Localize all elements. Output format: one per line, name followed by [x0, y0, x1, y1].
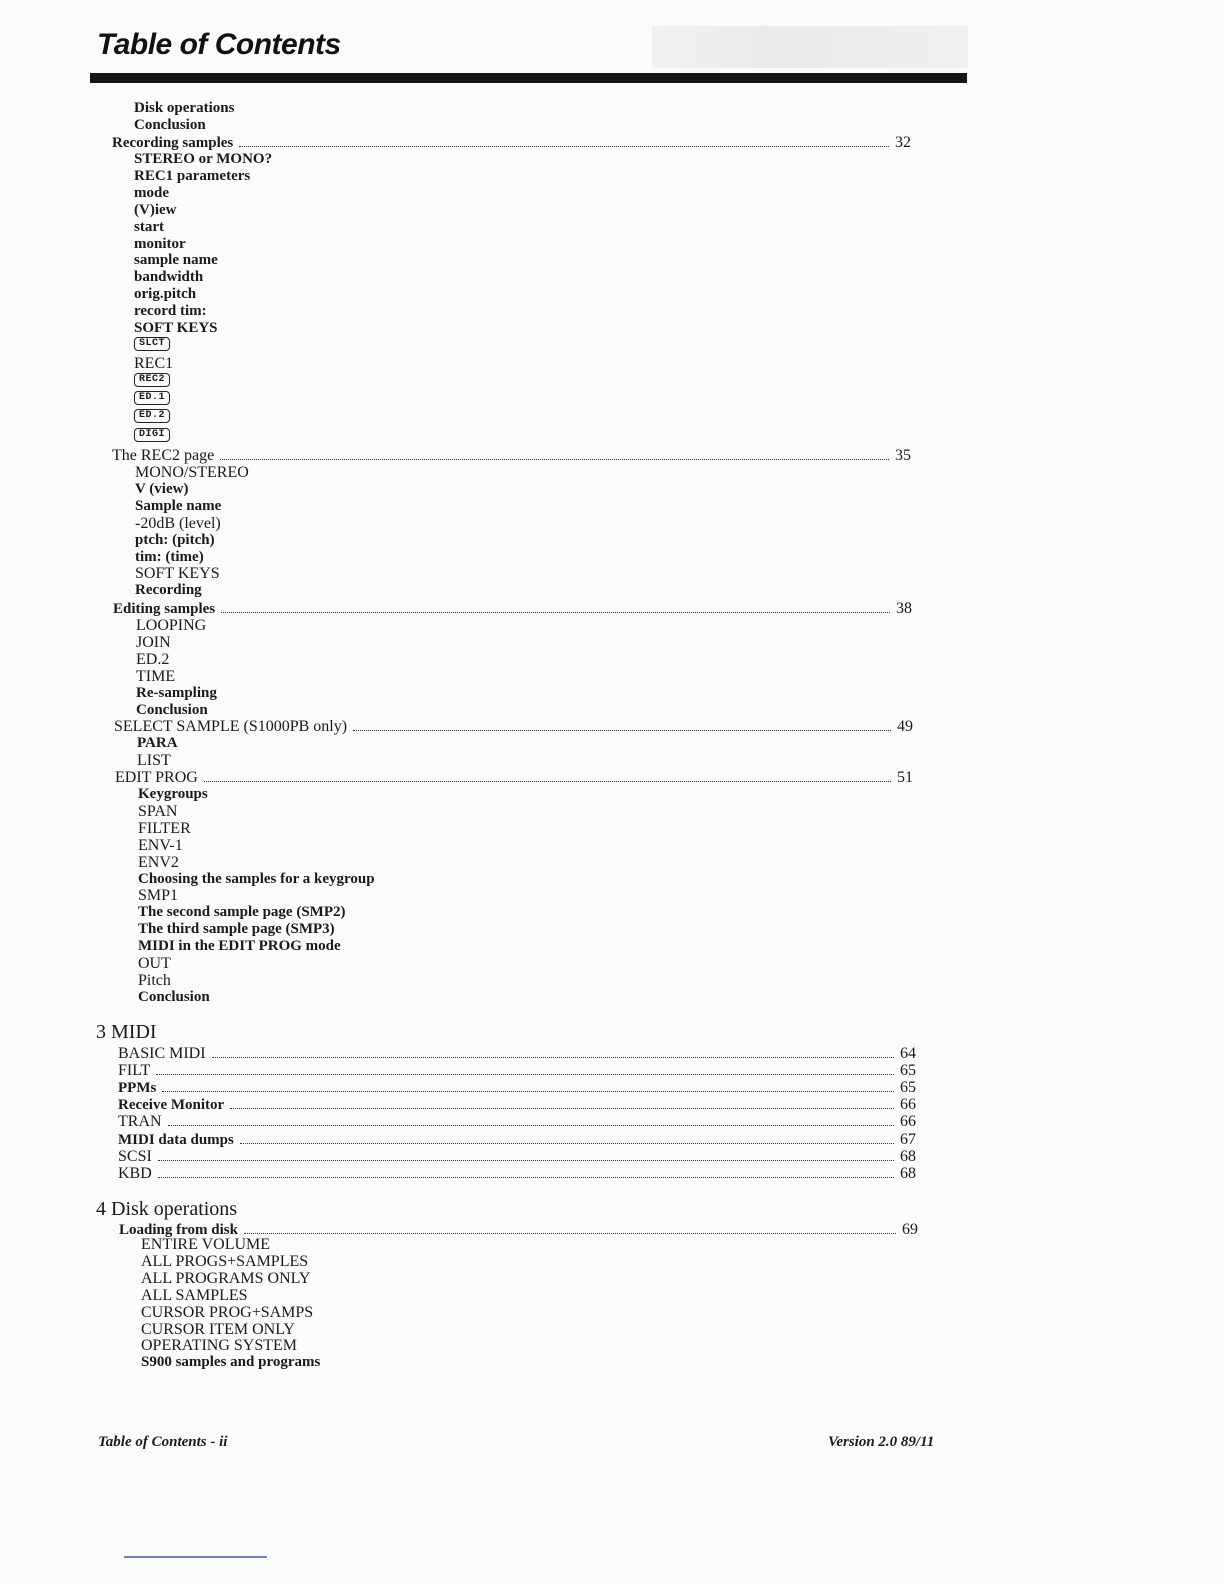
- toc-entry-label: FILT: [118, 1062, 151, 1080]
- toc-entry-label: SELECT SAMPLE (S1000PB only): [114, 718, 348, 735]
- toc-item: Conclusion: [134, 117, 206, 133]
- footer-link-line: [124, 1556, 267, 1558]
- toc-item: sample name: [134, 252, 218, 269]
- soft-key-icon: ED.2: [134, 409, 170, 423]
- toc-item: SOFT KEYS: [135, 565, 220, 583]
- toc-entry-label: Loading from disk: [119, 1222, 238, 1238]
- toc-entry-midi: [118, 1062, 916, 1079]
- toc-item: (V)iew: [134, 201, 177, 218]
- toc-item: Re-sampling: [136, 684, 217, 701]
- toc-item: PARA: [137, 735, 178, 751]
- dot-leader: [168, 1114, 894, 1126]
- toc-item: The third sample page (SMP3): [138, 921, 335, 938]
- toc-item: S900 samples and programs: [141, 1354, 321, 1371]
- toc-page-number: 68: [900, 1164, 916, 1182]
- toc-entry-midi: [118, 1045, 916, 1062]
- toc-item: record tim:: [134, 303, 207, 320]
- toc-entry-recording-samples: [112, 134, 911, 151]
- page-title: Table of Contents: [97, 28, 341, 61]
- toc-entry-label: SCSI: [118, 1147, 152, 1165]
- toc-entry-label: The REC2 page: [112, 447, 215, 464]
- toc-item: Disk operations: [134, 100, 235, 116]
- toc-item: TIME: [136, 667, 176, 685]
- toc-item: Sample name: [135, 497, 222, 514]
- toc-entry-edit-prog: [115, 769, 913, 786]
- toc-item: LIST: [137, 752, 171, 769]
- toc-page-number: 51: [897, 769, 913, 786]
- chapter-heading-midi: 3 MIDI: [96, 1021, 157, 1043]
- toc-item: REC1 parameters: [134, 167, 251, 184]
- toc-page-number: 66: [900, 1096, 916, 1114]
- toc-entry-midi: [118, 1148, 916, 1165]
- toc-item: Choosing the samples for a keygroup: [138, 870, 375, 887]
- toc-item: SOFT KEYS: [134, 320, 218, 336]
- soft-key-icon: ED.1: [134, 391, 170, 405]
- soft-key-icon: SLCT: [134, 337, 170, 351]
- toc-item: start: [134, 218, 164, 235]
- toc-item: Pitch: [138, 971, 171, 989]
- footer-left: Table of Contents - ii: [98, 1434, 228, 1450]
- toc-item: [134, 373, 170, 390]
- footer-right: Version 2.0 89/11: [828, 1434, 935, 1450]
- dot-leader: [230, 1097, 894, 1109]
- toc-item: [134, 391, 170, 408]
- dot-leader: [204, 770, 891, 782]
- soft-key-icon: REC2: [134, 373, 170, 387]
- toc-page-number: 65: [900, 1062, 916, 1080]
- toc-item: MIDI in the EDIT PROG mode: [138, 938, 341, 955]
- toc-item: [134, 337, 170, 354]
- toc-item: ENV2: [138, 853, 179, 871]
- dot-leader: [244, 1222, 896, 1234]
- toc-page-number: 38: [896, 600, 912, 617]
- toc-item: MONO/STEREO: [135, 464, 249, 481]
- toc-entry-midi: [118, 1096, 916, 1113]
- toc-page-number: 67: [900, 1130, 916, 1148]
- toc-item: ENV-1: [138, 836, 183, 854]
- toc-item: ENTIRE VOLUME: [141, 1236, 271, 1253]
- toc-item: CURSOR ITEM ONLY: [141, 1320, 295, 1338]
- toc-entry-label: TRAN: [118, 1113, 162, 1131]
- toc-item: [134, 428, 170, 445]
- dot-leader: [158, 1166, 894, 1178]
- toc-item: SPAN: [138, 802, 178, 820]
- toc-page-number: 49: [897, 718, 913, 735]
- toc-entry-label: PPMs: [118, 1080, 157, 1097]
- toc-item: OPERATING SYSTEM: [141, 1337, 298, 1355]
- toc-page-number: 64: [900, 1045, 916, 1062]
- toc-item: JOIN: [136, 633, 171, 651]
- toc-entry-editing-samples: [113, 600, 912, 617]
- toc-item: monitor: [134, 235, 186, 252]
- toc-entry-midi: [118, 1165, 916, 1182]
- toc-item: Conclusion: [136, 701, 208, 718]
- dot-leader: [162, 1080, 894, 1092]
- toc-entry-label: MIDI data dumps: [118, 1131, 234, 1148]
- toc-page-number: 69: [902, 1221, 918, 1238]
- toc-item: [134, 409, 170, 426]
- toc-item: ALL PROGS+SAMPLES: [141, 1252, 309, 1270]
- toc-entry-label: Receive Monitor: [118, 1097, 225, 1114]
- toc-item: orig.pitch: [134, 286, 197, 303]
- toc-item: -20dB (level): [135, 514, 221, 532]
- dot-leader: [220, 448, 889, 460]
- toc-item: FILTER: [138, 819, 191, 837]
- dot-leader: [239, 135, 889, 147]
- toc-item: The second sample page (SMP2): [138, 904, 346, 921]
- chapter-heading-disk: 4 Disk operations: [96, 1198, 238, 1220]
- toc-item: Conclusion: [138, 988, 210, 1005]
- toc-item: V (view): [135, 480, 189, 497]
- toc-entry-midi: [118, 1079, 916, 1096]
- toc-entry-label: EDIT PROG: [115, 769, 198, 786]
- toc-page-number: 65: [900, 1079, 916, 1097]
- toc-item: CURSOR PROG+SAMPS: [141, 1303, 314, 1321]
- toc-entry-midi: [118, 1131, 916, 1148]
- toc-item: tim: (time): [135, 548, 204, 565]
- dot-leader: [158, 1149, 894, 1161]
- dot-leader: [240, 1132, 894, 1144]
- toc-item: ALL SAMPLES: [141, 1286, 248, 1304]
- toc-item: OUT: [138, 955, 171, 972]
- toc-item: STEREO or MONO?: [134, 151, 273, 167]
- toc-item: LOOPING: [136, 617, 207, 634]
- soft-key-icon: DIGI: [134, 428, 170, 442]
- toc-page-number: 32: [895, 134, 911, 151]
- toc-page-number: 35: [895, 447, 911, 464]
- toc-item: Recording: [135, 582, 202, 599]
- toc-item: ED.2: [136, 650, 170, 668]
- toc-entry-select-sample: [114, 718, 913, 735]
- toc-item: ALL PROGRAMS ONLY: [141, 1269, 311, 1287]
- dot-leader: [221, 601, 890, 613]
- toc-page-number: 66: [900, 1113, 916, 1131]
- toc-entry-midi: [118, 1113, 916, 1130]
- dot-leader: [156, 1063, 894, 1075]
- toc-item: ptch: (pitch): [135, 531, 215, 548]
- toc-entry-label: Editing samples: [113, 601, 216, 617]
- toc-item: mode: [134, 184, 169, 201]
- toc-entry-label: KBD: [118, 1164, 152, 1182]
- toc-entry-rec2-page: [112, 447, 911, 464]
- dot-leader: [212, 1046, 894, 1058]
- toc-item: REC1: [134, 354, 174, 372]
- toc-item: Keygroups: [138, 786, 208, 802]
- dot-leader: [353, 719, 891, 731]
- toc-item: bandwidth: [134, 269, 204, 286]
- toc-entry-label: Recording samples: [112, 135, 234, 151]
- toc-entry-label: BASIC MIDI: [118, 1045, 206, 1062]
- toc-page-number: 68: [900, 1147, 916, 1165]
- toc-item: SMP1: [138, 887, 179, 905]
